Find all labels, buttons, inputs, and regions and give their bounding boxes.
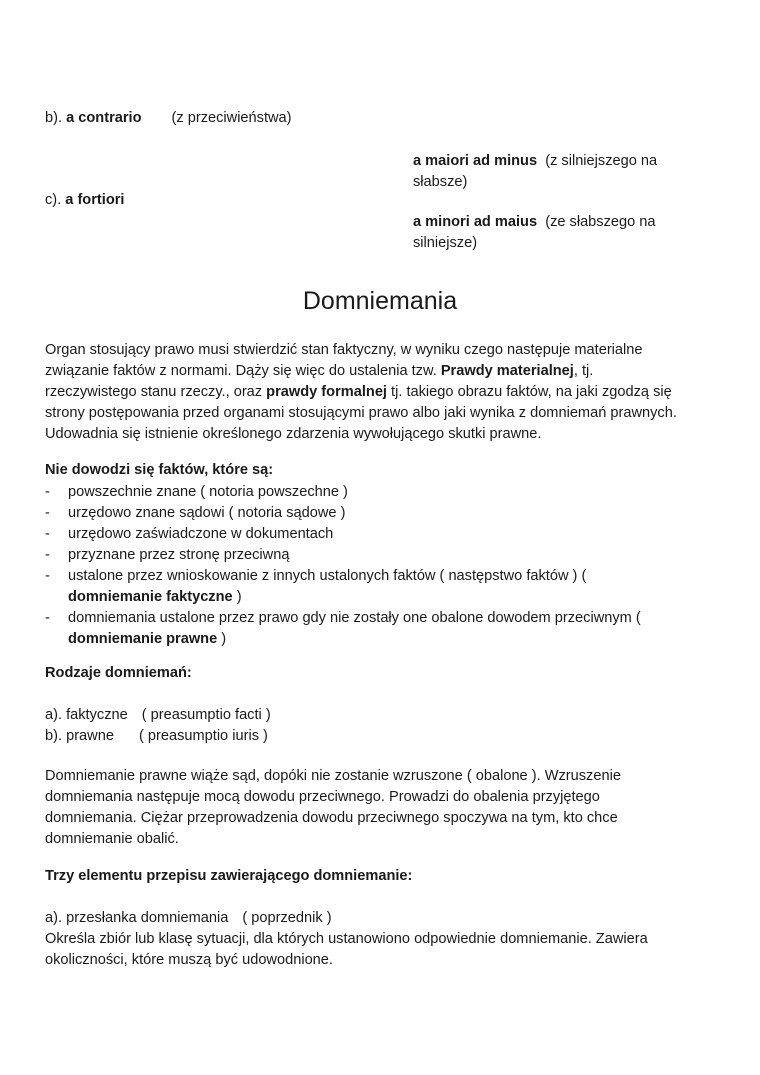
list-prefix: c). bbox=[45, 192, 66, 208]
types-list bbox=[45, 705, 715, 747]
a-fortiori-line bbox=[45, 192, 124, 208]
facts-list bbox=[45, 482, 715, 650]
paragraph-line: domniemanie obalić. bbox=[45, 831, 179, 847]
paragraph-line: Domniemanie prawne wiąże sąd, dopóki nie zostanie wzruszone ( obalone ). Wzruszenie bbox=[45, 768, 621, 784]
legal-paragraph bbox=[45, 766, 715, 850]
paragraph-line: strony postępowania przed organami stosującymi prawo albo jaki wynika z domniemań prawnych. bbox=[45, 405, 677, 421]
page-title: Domniemania bbox=[302, 287, 458, 315]
bold-term: domniemanie faktyczne bbox=[68, 589, 233, 605]
elements-paragraph bbox=[45, 908, 715, 971]
paragraph-line: Określa zbiór lub klasę sytuacji, dla których ustanowiono odpowiednie domniemanie. Zawiera bbox=[45, 931, 648, 947]
intro-paragraph bbox=[45, 340, 715, 445]
list-item: - powszechnie znane ( notoria powszechne ) bbox=[45, 484, 348, 500]
list-prefix: b). bbox=[45, 110, 67, 126]
list-item: - urzędowo zaświadczone w dokumentach bbox=[45, 526, 334, 542]
bold-term: Prawdy materialnej bbox=[440, 363, 574, 379]
term-a-minori: a minori ad maius bbox=[413, 214, 538, 230]
term-note: (ze słabszego na bbox=[545, 214, 656, 230]
list-item: a). faktyczne ( preasumptio facti ) bbox=[45, 707, 271, 723]
term-note-continued: słabsze) bbox=[413, 174, 468, 190]
term-note: (z przeciwieństwa) bbox=[171, 110, 292, 126]
term-note: (z silniejszego na bbox=[545, 153, 658, 169]
paragraph-line: Udowadnia się istnienie określonego zdarzenia wywołującego skutki prawne. bbox=[45, 426, 542, 442]
list-item: - urzędowo znane sądowi ( notoria sądowe ) bbox=[45, 505, 346, 521]
facts-heading: Nie dowodzi się faktów, które są: bbox=[45, 462, 274, 478]
paragraph-line: rzeczywistego stanu rzeczy., oraz prawdy formalnej tj. takiego obrazu faktów, na jaki zgodzą się bbox=[45, 384, 672, 400]
term-a-maiori: a maiori ad minus bbox=[413, 153, 538, 169]
bold-term: domniemanie prawne bbox=[68, 631, 218, 647]
elements-heading: Trzy elementu przepisu zawierającego domniemanie: bbox=[45, 868, 413, 884]
term-a-contrario: a contrario bbox=[66, 110, 142, 126]
paragraph-line: okoliczności, które muszą być udowodnione. bbox=[45, 952, 333, 968]
term-note-continued: silniejsze) bbox=[413, 235, 478, 251]
list-item: - ustalone przez wnioskowanie z innych ustalonych faktów ( następstwo faktów ) ( domniemanie faktyczne ) bbox=[45, 568, 587, 605]
paragraph-line: domniemania następuje mocą dowodu przeciwnego. Prowadzi do obalenia przyjętego bbox=[45, 789, 600, 805]
paragraph-line: związanie faktów z normami. Dąży się więc do ustalenia tzw. Prawdy materialnej, tj. bbox=[45, 363, 594, 379]
paragraph-line: Organ stosujący prawo musi stwierdzić stan faktyczny, w wyniku czego następuje materialne bbox=[45, 342, 643, 358]
bold-term: prawdy formalnej bbox=[266, 384, 387, 400]
paragraph-line: domniemania. Ciężar przeprowadzenia dowodu przeciwnego spoczywa na tym, kto chce bbox=[45, 810, 618, 826]
list-item: - domniemania ustalone przez prawo gdy nie zostały one obalone dowodem przeciwnym ( domniemanie prawne ) bbox=[45, 610, 641, 647]
list-item: b). prawne ( preasumptio iuris ) bbox=[45, 728, 268, 744]
a-maiori-block bbox=[413, 151, 657, 193]
term-a-fortiori: a fortiori bbox=[65, 192, 125, 208]
list-item: - przyznane przez stronę przeciwną bbox=[45, 547, 290, 563]
a-minori-block bbox=[413, 212, 656, 254]
list-item: a). przesłanka domniemania ( poprzednik ) bbox=[45, 910, 332, 926]
types-heading: Rodzaje domniemań: bbox=[45, 665, 192, 681]
a-contrario-line bbox=[45, 110, 292, 126]
